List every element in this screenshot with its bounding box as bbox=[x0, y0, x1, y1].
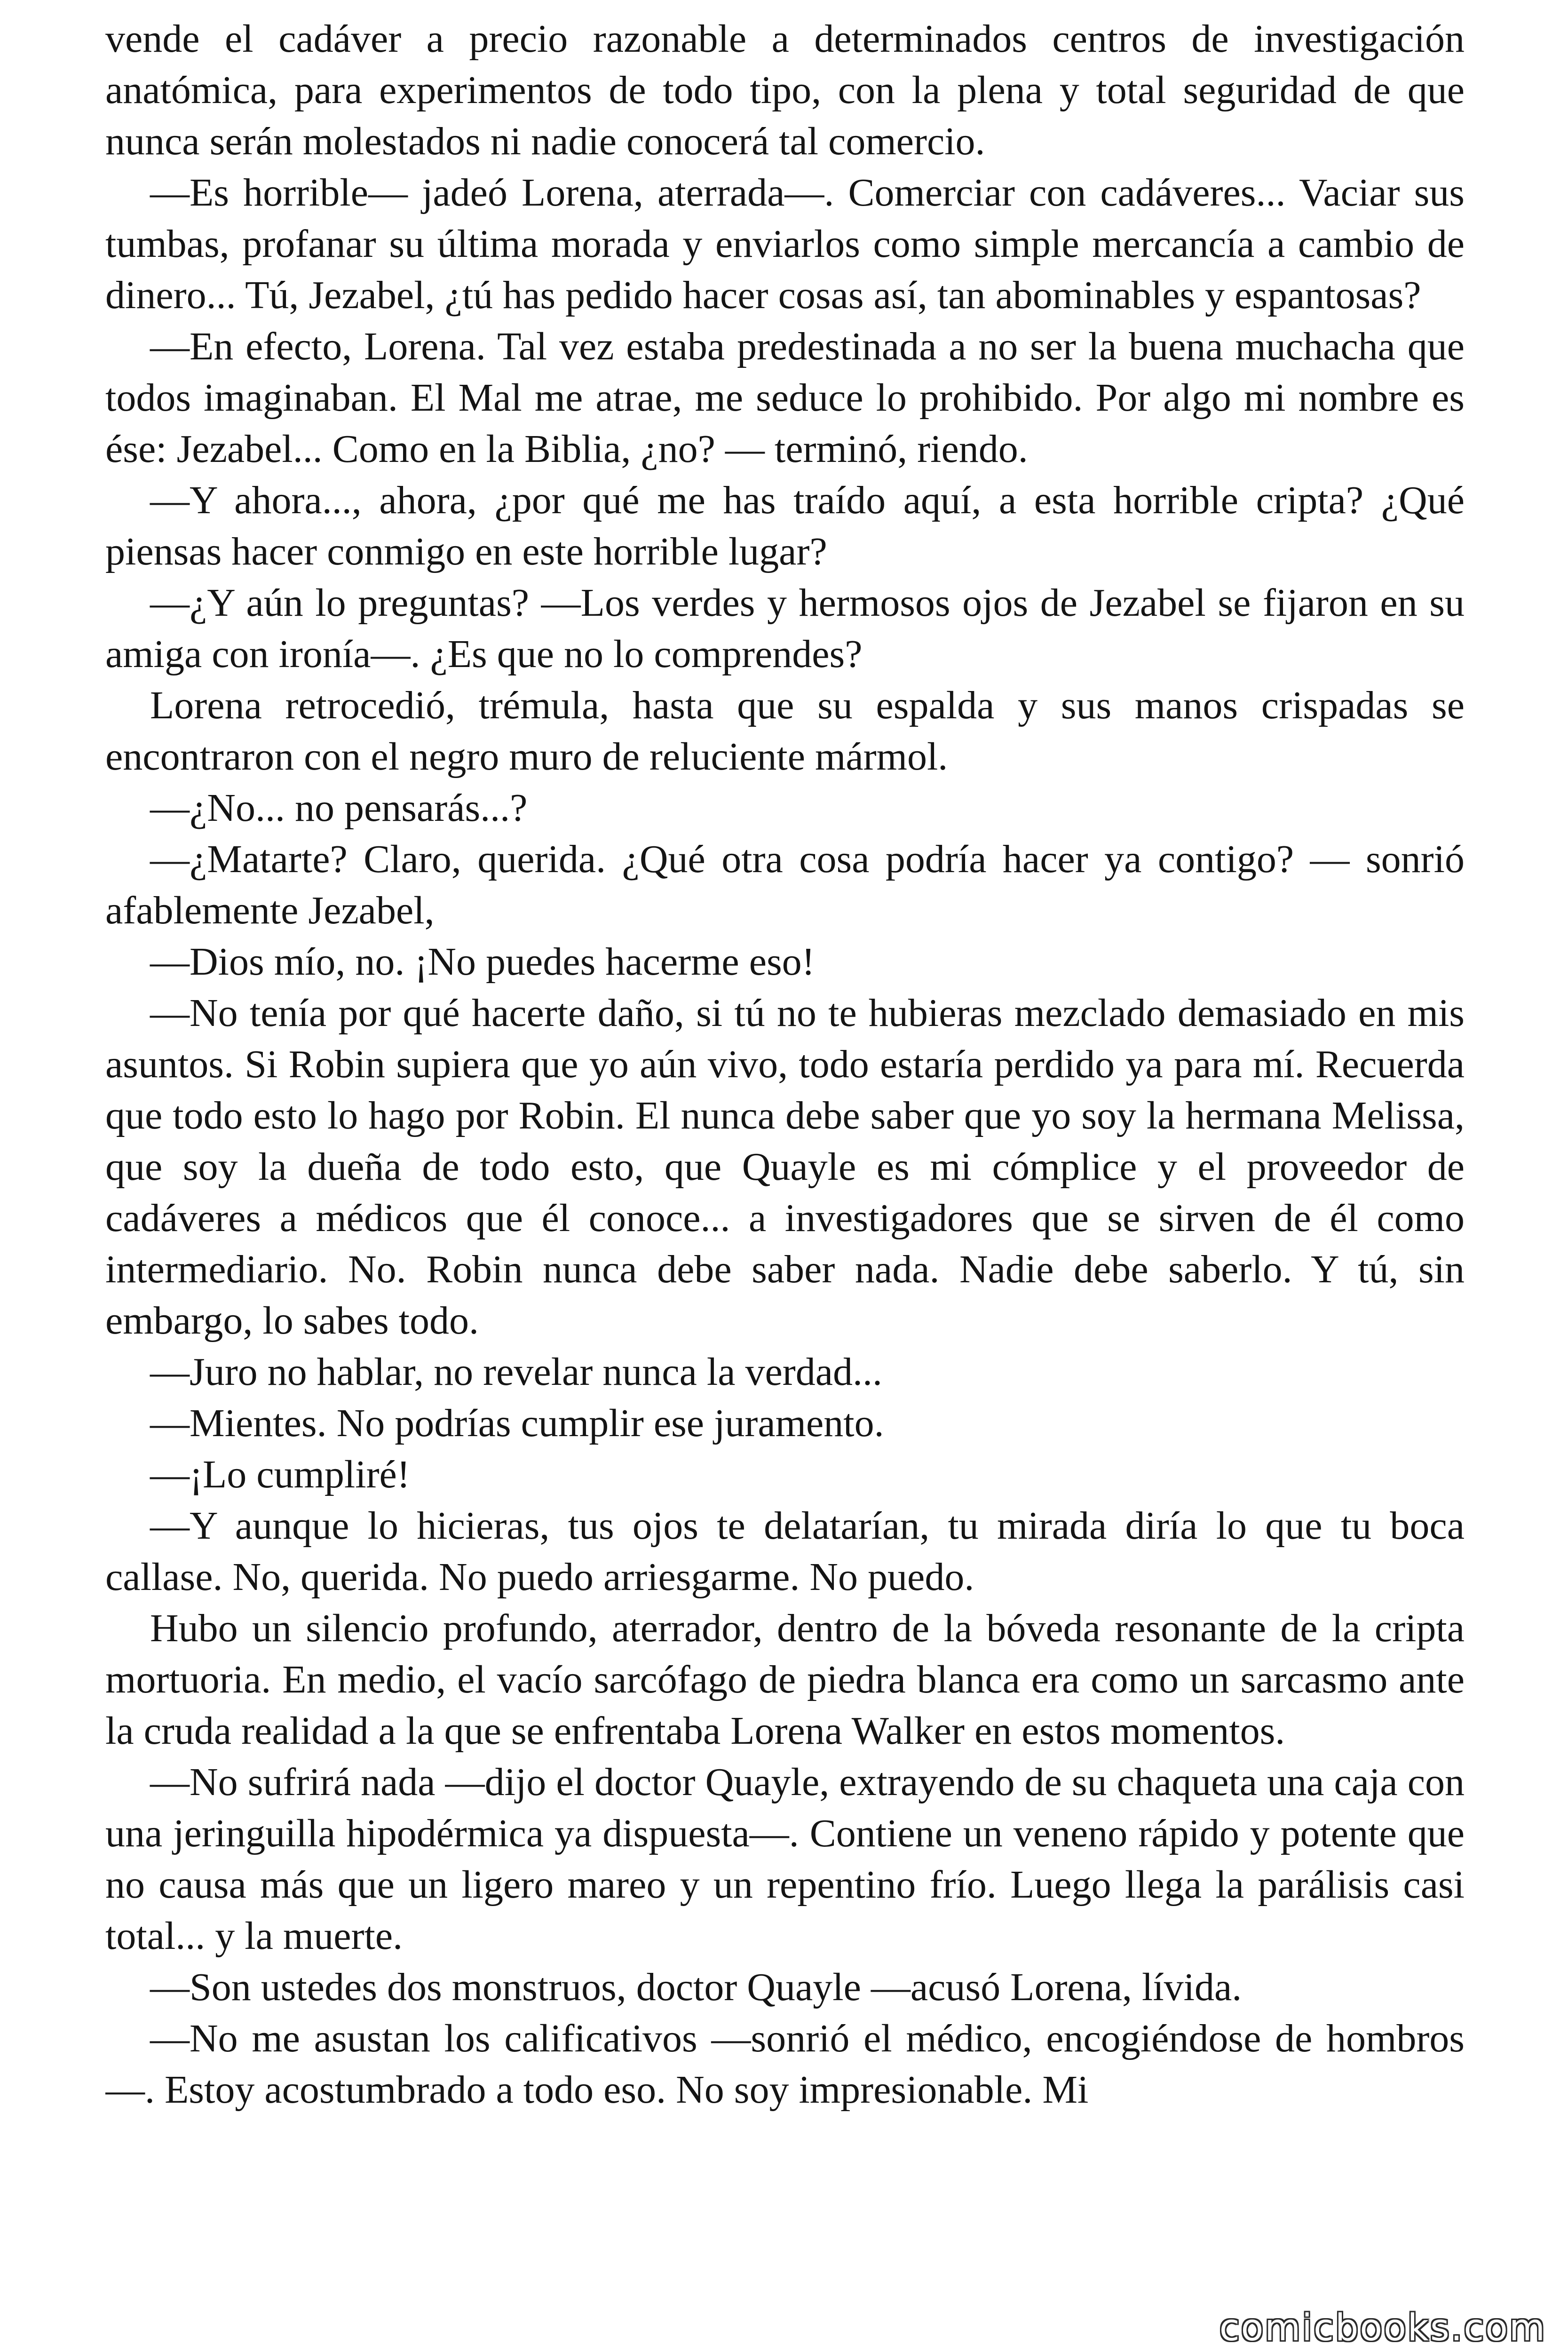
paragraph: —Mientes. No podrías cumplir ese juramento. bbox=[150, 1401, 884, 1445]
paragraph: —¡Lo cumpliré! bbox=[150, 1453, 410, 1496]
paragraph: —Es horrible— jadeó Lorena, aterrada—. Comerciar con cadáveres... Vaciar sus tumbas, profanar su última morada y enviarlos como simple mercancía a cambio de dinero... Tú, Jezabel, ¿tú has pedido hacer cosas así, tan abominables y espantosas? bbox=[105, 171, 1465, 317]
paragraph: —Y ahora..., ahora, ¿por qué me has traído aquí, a esta horrible cripta? ¿Qué piensas hacer conmigo en este horrible lugar? bbox=[105, 478, 1465, 573]
paragraph: —No sufrirá nada —dijo el doctor Quayle, extrayendo de su chaqueta una caja con una jeringuilla hipodérmica ya dispuesta—. Contiene un veneno rápido y potente que no causa más que un ligero mareo y un repentino frío. Luego llega la parálisis casi total... y la muerte. bbox=[105, 1760, 1465, 1958]
paragraph: —¿No... no pensarás...? bbox=[150, 786, 528, 830]
paragraph: —No me asustan los calificativos —sonrió el médico, encogiéndose de hombros—. Estoy acostumbrado a todo eso. No soy impresionable. Mi bbox=[105, 2017, 1465, 2112]
paragraph: —No tenía por qué hacerte daño, si tú no te hubieras mezclado demasiado en mis asuntos. Si Robin supiera que yo aún vivo, todo estaría perdido ya para mí. Recuerda que todo esto lo hago por Robin. El nunca debe saber que yo soy la hermana Melissa, que soy la dueña de todo esto, que Quayle es mi cómplice y el proveedor de cadáveres a médicos que él conoce... a investigadores que se sirven de él como intermediario. No. Robin nunca debe saber nada. Nadie debe saberlo. Y tú, sin embargo, lo sabes todo. bbox=[105, 991, 1465, 1343]
paragraph: —En efecto, Lorena. Tal vez estaba predestinada a no ser la buena muchacha que todos imaginaban. El Mal me atrae, me seduce lo prohibido. Por algo mi nombre es ése: Jezabel... Como en la Biblia, ¿no? — terminó, riendo. bbox=[105, 325, 1465, 471]
watermark: comicbooks.com bbox=[1217, 2307, 1549, 2349]
book-page bbox=[105, 13, 1465, 2318]
paragraph: —¿Y aún lo preguntas? —Los verdes y hermosos ojos de Jezabel se fijaron en su amiga con ironía—. ¿Es que no lo comprendes? bbox=[105, 581, 1465, 676]
paragraph: Hubo un silencio profundo, aterrador, dentro de la bóveda resonante de la cripta mortuoria. En medio, el vacío sarcófago de piedra blanca era como un sarcasmo ante la cruda realidad a la que se enfrentaba Lorena Walker en estos momentos. bbox=[105, 1606, 1465, 1753]
paragraph: —Son ustedes dos monstruos, doctor Quayle —acusó Lorena, lívida. bbox=[150, 1965, 1242, 2009]
paragraph: —Juro no hablar, no revelar nunca la verdad... bbox=[150, 1350, 883, 1394]
paragraph: vende el cadáver a precio razonable a determinados centros de investigación anatómica, para experimentos de todo tipo, con la plena y total seguridad de que nunca serán molestados ni nadie conocerá tal comercio. bbox=[105, 17, 1465, 163]
paragraph: Lorena retrocedió, trémula, hasta que su espalda y sus manos crispadas se encontraron con el negro muro de reluciente mármol. bbox=[105, 683, 1465, 779]
paragraph: —¿Matarte? Claro, querida. ¿Qué otra cosa podría hacer ya contigo? — sonrió afablemente Jezabel, bbox=[105, 837, 1465, 932]
paragraph: —Y aunque lo hicieras, tus ojos te delatarían, tu mirada diría lo que tu boca callase. No, querida. No puedo arriesgarme. No puedo. bbox=[105, 1504, 1465, 1599]
paragraph: —Dios mío, no. ¡No puedes hacerme eso! bbox=[150, 940, 815, 984]
